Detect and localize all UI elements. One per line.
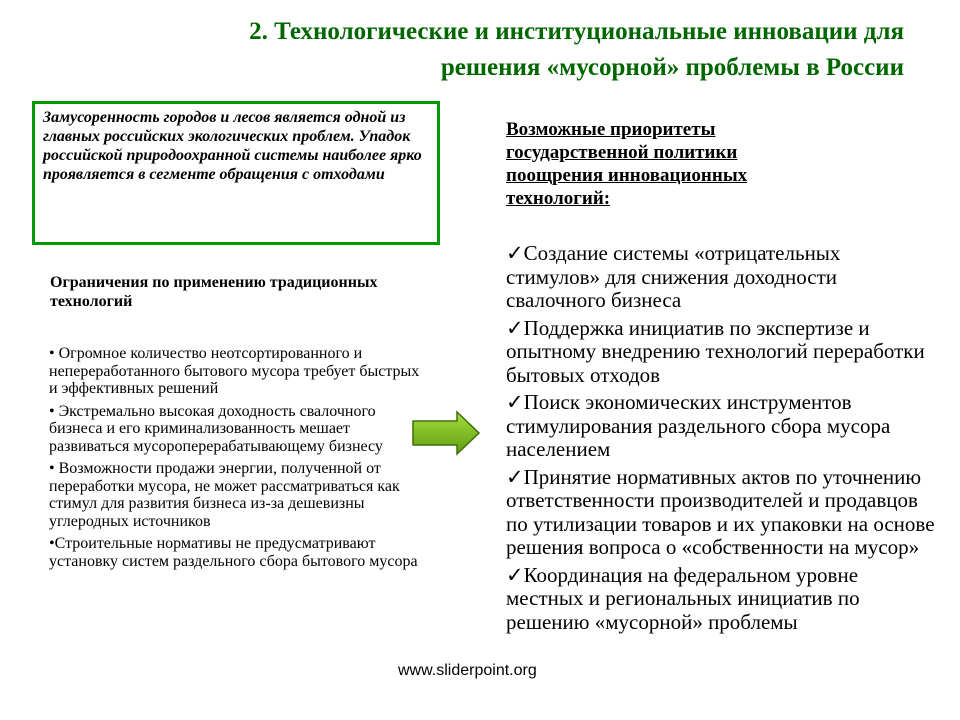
page-title-line-1: 2. Технологические и институциональные инновации для	[249, 18, 904, 45]
priority-item-1: ✓Создание системы «отрицательных стимулов» для снижения доходности свалочного бизнеса	[506, 241, 841, 312]
limitations-list	[49, 345, 421, 575]
page-title	[84, 14, 904, 86]
priority-item-3: ✓Поиск экономических инструментов стимулирования раздельного сбора мусора населением	[506, 390, 891, 461]
limitation-item-4: •Строительные нормативы не предусматривают установку систем раздельного сбора бытового мусора	[49, 535, 418, 570]
priority-item-2: ✓Поддержка инициатив по экспертизе и опытному внедрению технологий переработки бытовых отходов	[506, 315, 925, 387]
priorities-heading: Возможные приоритеты государственной политики поощрения инновационных технологий:	[506, 119, 748, 209]
priority-item-4: ✓Принятие нормативных актов по уточнению ответственности производителей и продавцов по утилизации товаров и их упаковки на основе решения вопроса о «собственности на мусор»	[506, 464, 935, 559]
priority-item-5: ✓Координация на федеральном уровне местных и региональных инициатив по решению «мусорной» проблемы	[506, 562, 860, 634]
problem-statement-box	[32, 101, 440, 245]
limitation-item-1: • Огромное количество неотсортированного и непереработанного бытового мусора требует быстрых и эффективных решений	[49, 345, 420, 397]
problem-statement-text: Замусоренность городов и лесов является одной из главных российских экологических проблем. Упадок российской природоохранной системы наиболее ярко проявляется в сегменте обращения с отходами	[43, 109, 422, 183]
footer-watermark: www.sliderpoint.org	[398, 662, 537, 679]
limitation-item-2: • Экстремально высокая доходность свалочного бизнеса и его криминализованность мешает развиваться мусороперерабатывающему бизнесу	[49, 402, 383, 455]
limitation-item-3: • Возможности продажи энергии, полученной от переработки мусора, не может рассматриваться как стимул для развития бизнеса из-за дешевизны углеродных источников	[49, 460, 400, 530]
page-title-line-2: решения «мусорной» проблемы в России	[440, 54, 904, 81]
priorities-list	[506, 242, 936, 638]
right-arrow-icon	[411, 410, 481, 456]
limitations-heading: Ограничения по применению традиционных технологий	[50, 274, 378, 310]
